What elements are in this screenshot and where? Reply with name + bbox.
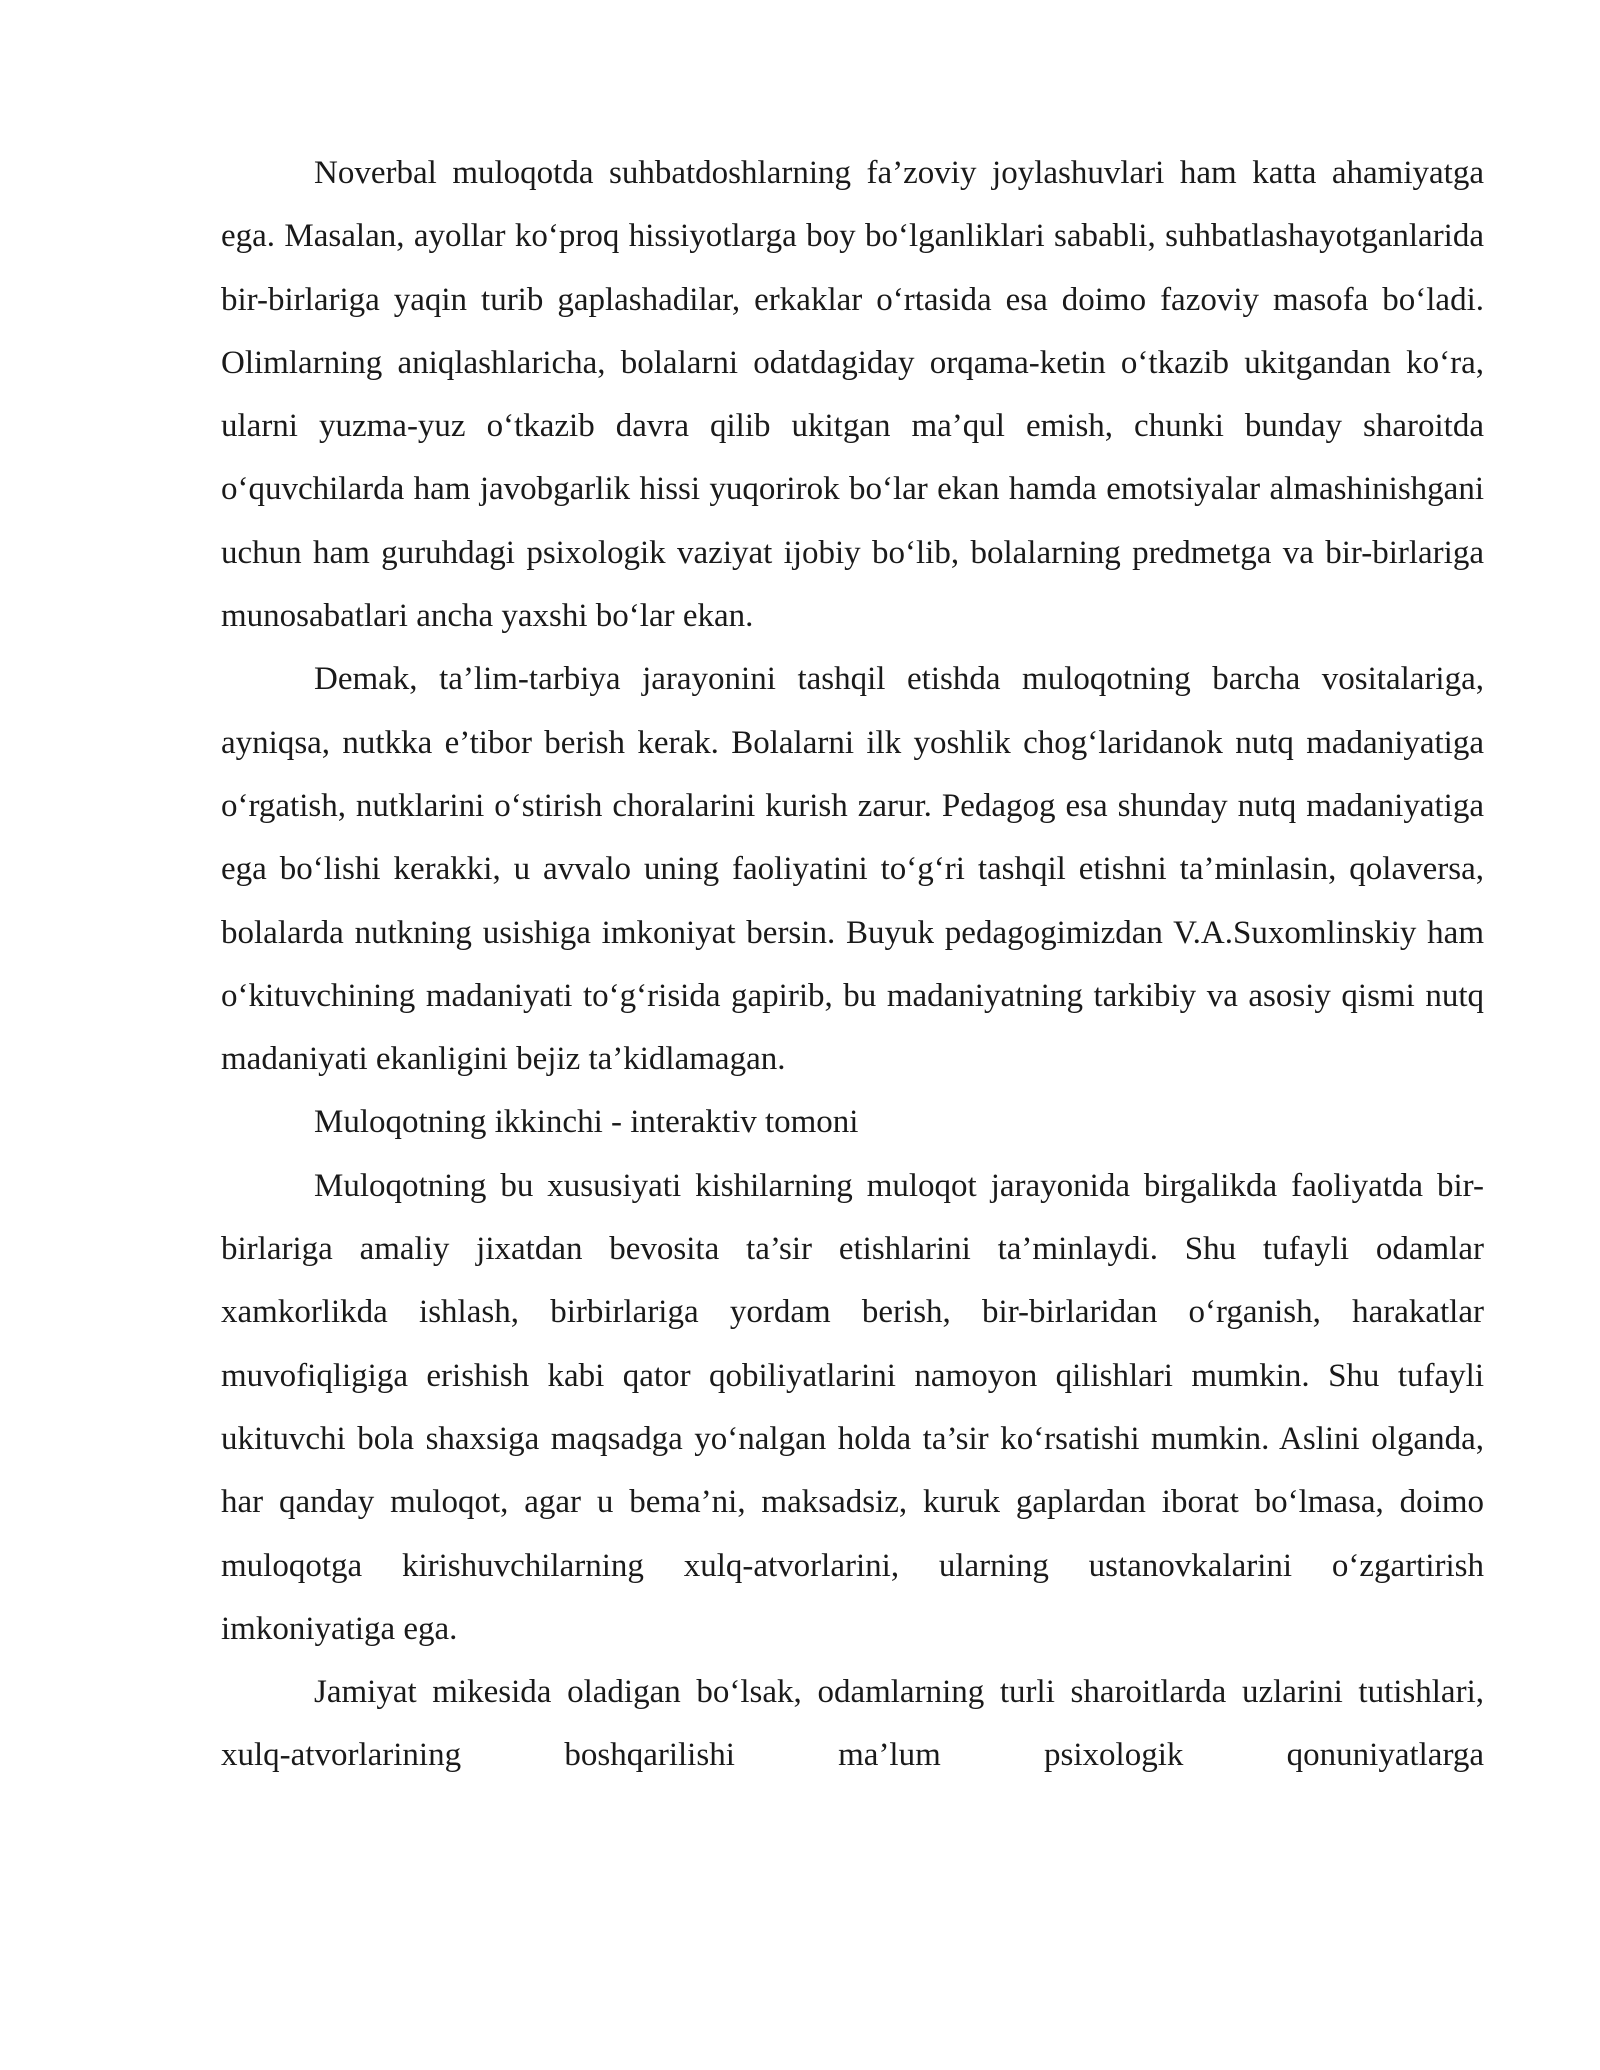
paragraph-society-scale: Jamiyat mikesida oladigan bo‘lsak, odamlarning turli sharoitlarda uzlarini tutishlari, xulq-atvorlarining boshqarilishi ma’lum psixologik qonuniyatlarga	[221, 1674, 1484, 1774]
paragraph-nonverbal-space: Noverbal muloqotda suhbatdoshlarning fa’zoviy joylashuvlari ham katta ahamiyatga ega. Masalan, ayollar ko‘proq hissiyotlarga boy bo‘lganliklari sababli, suhbatlashayotganlarida bir-birlariga yaqin turib gaplashadilar, erkaklar o‘rtasida esa doimo fazoviy masofa bo‘ladi. Olimlarning aniqlashlaricha, bolalarni odatdagiday orqama-ketin o‘tkazib ukitgandan ko‘ra, ularni yuzma-yuz o‘tkazib davra qilib ukitgan ma’qul emish, chunki bunday sharoitda o‘quvchilarda ham javobgarlik hissi yuqorirok bo‘lar ekan hamda emotsiyalar almashinishgani uchun ham guruhdagi psixologik vaziyat ijobiy bo‘lib, bolalarning predmetga va bir-birlariga munosabatlari ancha yaxshi bo‘lar ekan.	[221, 155, 1484, 635]
section-heading-interactive: Muloqotning ikkinchi - interaktiv tomoni	[314, 1104, 859, 1141]
document-body	[221, 142, 1484, 1788]
paragraph-speech-culture: Demak, ta’lim-tarbiya jarayonini tashqil etishda muloqotning barcha vositalariga, ayniqsa, nutkka e’tibor berish kerak. Bolalarni ilk yoshlik chog‘laridanok nutq madaniyatiga o‘rgatish, nutklarini o‘stirish choralarini kurish zarur. Pedagog esa shunday nutq madaniyatiga ega bo‘lishi kerakki, u avvalo uning faoliyatini to‘g‘ri tashqil etishni ta’minlasin, qolaversa, bolalarda nutkning usishiga imkoniyat bersin. Buyuk pedagogimizdan V.A.Suxomlinskiy ham o‘kituvchining madaniyati to‘g‘risida gapirib, bu madaniyatning tarkibiy va asosiy qismi nutq madaniyati ekanligini bejiz ta’kidlamagan.	[221, 661, 1484, 1078]
paragraph-interactive-side: Muloqotning bu xususiyati kishilarning muloqot jarayonida birgalikda faoliyatda bir-birlariga amaliy jixatdan bevosita ta’sir etishlarini ta’minlaydi. Shu tufayli odamlar xamkorlikda ishlash, birbirlariga yordam berish, bir-birlaridan o‘rganish, harakatlar muvofiqligiga erishish kabi qator qobiliyatlarini namoyon qilishlari mumkin. Shu tufayli ukituvchi bola shaxsiga maqsadga yo‘nalgan holda ta’sir ko‘rsatishi mumkin. Aslini olganda, har qanday muloqot, agar u bema’ni, maksadsiz, kuruk gaplardan iborat bo‘lmasa, doimo muloqotga kirishuvchilarning xulq-atvorlarini, ularning ustanovkalarini o‘zgartirish imkoniyatiga ega.	[221, 1167, 1484, 1647]
